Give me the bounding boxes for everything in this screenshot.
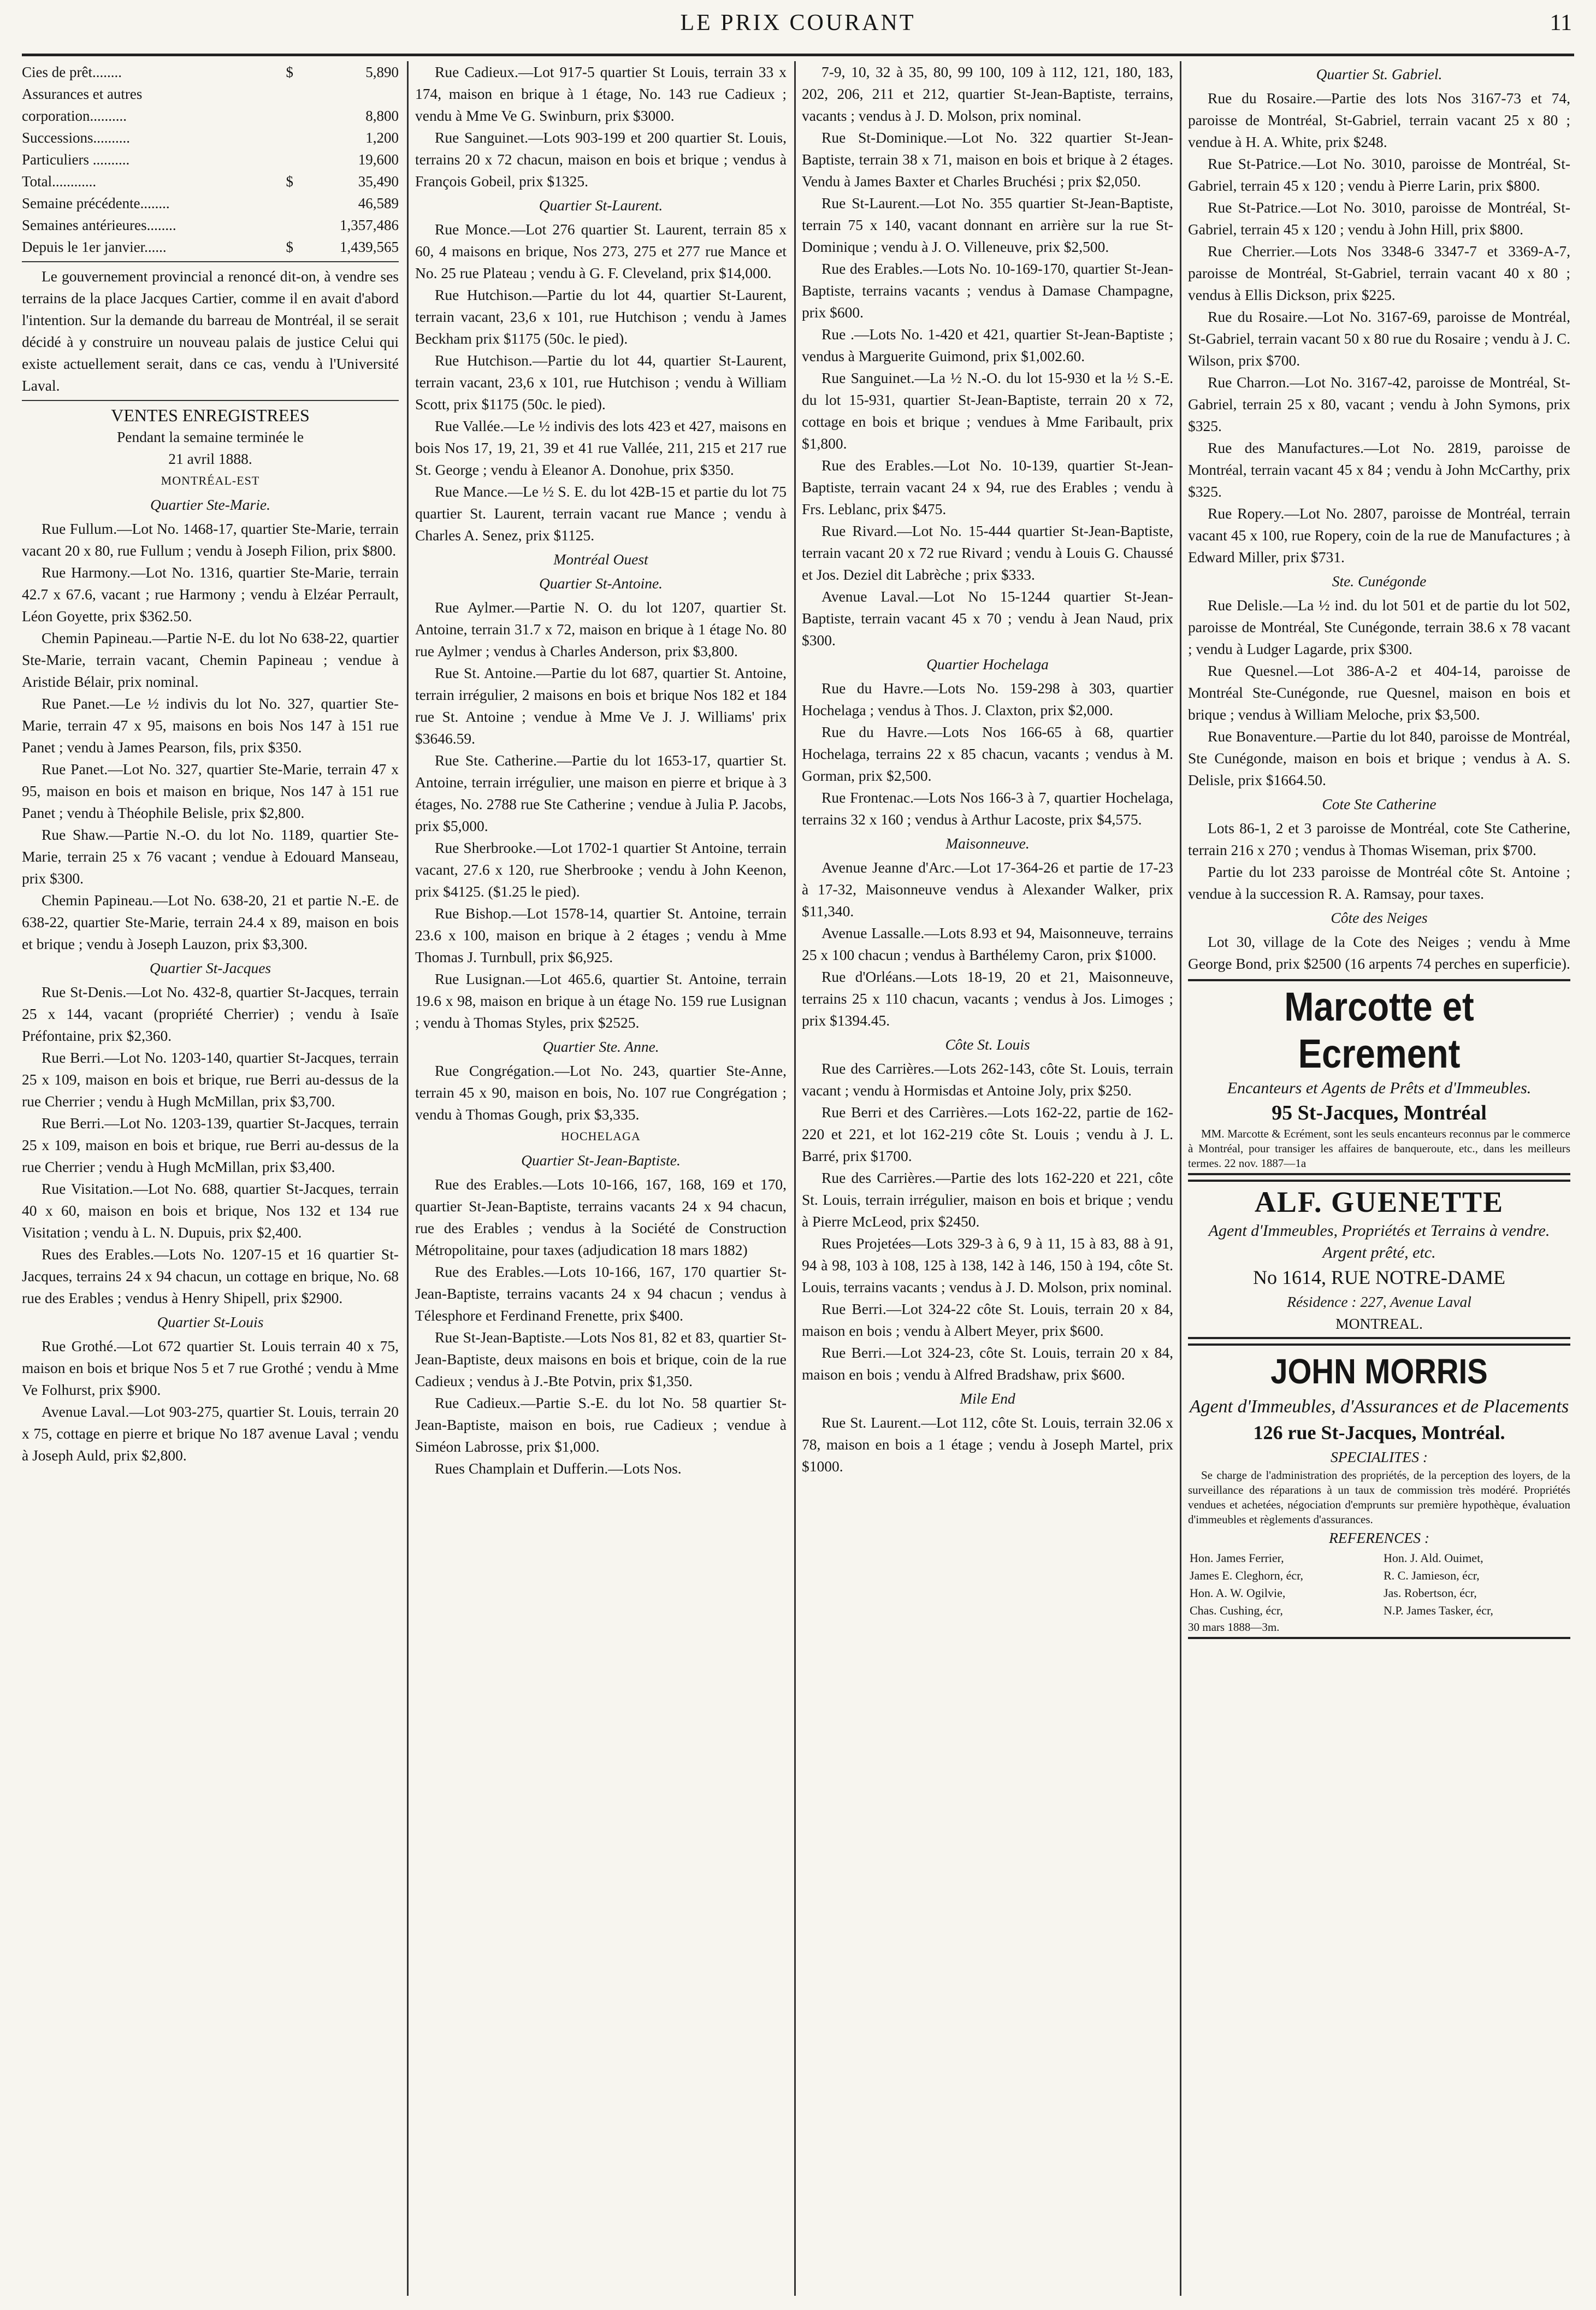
ventes-title: VENTES ENREGISTREES — [111, 405, 310, 425]
ad-tagline: Agent d'Immeubles, Propriétés et Terrains à vendre. Argent prêté, etc. — [1208, 1222, 1550, 1262]
sale-entry: Rue Lusignan.—Lot 465.6, quartier St. Antoine, terrain 19.6 x 98, maison en brique à un étage No. 159 rue Lusignan ; vendu à Thomas Styles, prix $2525. — [415, 970, 787, 1031]
sale-entry: Rue Quesnel.—Lot 386-A-2 et 404-14, paroisse de Montréal Ste-Cunégonde, rue Quesnel, maison en bois et brique ; vendus à William Meloche, prix $3,500. — [1188, 662, 1570, 723]
stats-dollar: $ — [286, 173, 294, 190]
stats-row — [22, 192, 399, 214]
sale-entry: Rue .—Lots No. 1-420 et 421, quartier St-Jean-Baptiste ; vendus à Marguerite Guimond, prix $1,002.60. — [802, 326, 1173, 364]
sale-entry: Rue Panet.—Lot No. 327, quartier Ste-Marie, terrain 47 x 95, maison en bois et maison en brique, Nos 147 à 151 rue Panet ; vendu à Théophile Belisle, prix $2,800. — [22, 761, 399, 821]
ad-references: REFERENCES : — [1328, 1529, 1430, 1546]
reference-name: Hon. A. W. Ogilvie, — [1190, 1586, 1286, 1600]
stats-row — [22, 61, 399, 83]
sale-entry: Rue St-Denis.—Lot No. 432-8, quartier St-Jacques, terrain 25 x 144, vacant (propriété Cherrier) ; vendu à Isaïe Préfontaine, prix $2,360. — [22, 983, 399, 1044]
stats-row — [22, 127, 399, 149]
sale-list — [1188, 931, 1570, 975]
sale-entry: Rue Vallée.—Le ½ indivis des lots 423 et 427, maisons en bois Nos 17, 19, 21, 39 et 41 rue Vallée, 211, 215 et 217 rue St. George ; vendu à Eleanor A. Donohue, prix $350. — [415, 417, 787, 478]
section-heading: Quartier St-Jacques — [149, 959, 271, 976]
stats-dollar — [279, 214, 300, 236]
sale-entry: Rue Fullum.—Lot No. 1468-17, quartier Ste-Marie, terrain vacant 20 x 80, rue Fullum ; vendu à Joseph Filion, prix $800. — [22, 520, 399, 559]
stats-label: Semaines antérieures........ — [22, 217, 176, 233]
sale-entry: Rue Bishop.—Lot 1578-14, quartier St. Antoine, terrain 23.6 x 100, maison en brique à 2 étages ; vendu à Mme Thomas J. Turnbull, prix $6,925. — [415, 905, 787, 965]
sale-entry: Rue du Havre.—Lots No. 159-298 à 303, quartier Hochelaga ; vendus à Thos. J. Claxton, prix $2,000. — [802, 680, 1173, 718]
reference-name: Jas. Robertson, écr, — [1383, 1586, 1477, 1600]
ad-guenette — [1188, 1180, 1570, 1339]
sale-entry: Rue Bonaventure.—Partie du lot 840, paroisse de Montréal, Ste Cunégonde, maison en bois et brique ; vendus à A. S. Delisle, prix $1664.50. — [1188, 728, 1570, 788]
reference-name: N.P. James Tasker, écr, — [1383, 1604, 1493, 1617]
sale-list — [802, 677, 1173, 830]
sale-entry: Rue Frontenac.—Lots Nos 166-3 à 7, quartier Hochelaga, terrains 32 x 160 ; vendus à Arthur Lacoste, prix $4,575. — [802, 789, 1173, 828]
sale-entry: Avenue Laval.—Lot 903-275, quartier St. Louis, terrain 20 x 75, cottage en pierre et brique No 187 avenue Laval ; vendu à Joseph Auld, prix $2,800. — [22, 1403, 399, 1464]
sale-entry: Rue des Erables.—Lot No. 10-139, quartier St-Jean-Baptiste, terrain vacant 24 x 94, rue des Erables ; vendu à Frs. Leblanc, prix $475. — [802, 457, 1173, 517]
sale-entry: Rue Charron.—Lot No. 3167-42, paroisse de Montréal, St-Gabriel, terrain 25 x 80, vacant ; vendu à John Symons, prix $325. — [1188, 374, 1570, 434]
ad-tagline: Encanteurs et Agents de Prêts et d'Immeubles. — [1227, 1079, 1532, 1097]
section-heading: Quartier St-Louis — [157, 1313, 264, 1330]
column-2 — [415, 61, 787, 2301]
section-heading: Mile End — [960, 1390, 1015, 1407]
divider — [22, 261, 399, 262]
sale-list — [415, 597, 787, 1034]
divider — [22, 400, 399, 401]
stats-row — [22, 105, 399, 127]
references-table — [1188, 1549, 1570, 1620]
reference-row — [1189, 1568, 1569, 1584]
section-heading: Quartier Ste-Marie. — [150, 496, 270, 513]
section-heading: HOCHELAGA — [561, 1129, 641, 1143]
sale-list — [802, 1058, 1173, 1386]
sale-entry: Rue St-Patrice.—Lot No. 3010, paroisse de Montréal, St-Gabriel, terrain 45 x 120 ; vendu à John Hill, prix $800. — [1188, 199, 1570, 238]
section-heading: Ste. Cunégonde — [1332, 573, 1427, 590]
ad-address: 126 rue St-Jacques, Montréal. — [1253, 1422, 1505, 1443]
reference-name: R. C. Jamieson, écr, — [1383, 1569, 1480, 1582]
section-heading: Quartier St-Antoine. — [539, 575, 663, 592]
sale-entry: Rue Grothé.—Lot 672 quartier St. Louis terrain 40 x 75, maison en bois et brique Nos 5 et 7 rue Grothé ; vendu à Mme Ve Folhurst, prix $900. — [22, 1337, 399, 1398]
stats-dollar — [279, 105, 300, 127]
sale-entry: Rues des Erables.—Lots No. 1207-15 et 16 quartier St-Jacques, terrains 24 x 94 chacun, un cottage en brique, No. 68 rue des Erables ; vendus à Henry Shipell, prix $2900. — [22, 1246, 399, 1306]
sale-list — [415, 1060, 787, 1125]
stats-amount: 46,589 — [358, 195, 399, 211]
sale-entry: Chemin Papineau.—Lot No. 638-20, 21 et partie N.-E. de 638-22, quartier Ste-Marie, terrain 24.4 x 89, maison en bois et brique ; vendu à Joseph Lauzon, prix $3,300. — [22, 892, 399, 952]
sale-entry: Rue Visitation.—Lot No. 688, quartier St-Jacques, terrain 40 x 60, maison en bois et brique, Nos 132 et 134 rue Visitation ; vendu à L. N. Dupuis, prix $2,400. — [22, 1180, 399, 1241]
sale-entry: Avenue Laval.—Lot No 15-1244 quartier St-Jean-Baptiste, terrain vacant 45 x 70 ; vendu à Jean Naud, prix $300. — [802, 588, 1173, 649]
reference-row — [1189, 1585, 1569, 1601]
stats-amount: 1,200 — [365, 129, 399, 146]
reference-name: Hon. James Ferrier, — [1190, 1551, 1284, 1565]
sale-entry: Rue Berri.—Lot 324-23, côte St. Louis, terrain 20 x 84, maison en bois ; vendu à Alfred Bradshaw, prix $600. — [802, 1344, 1173, 1383]
sale-entry: Rue Sherbrooke.—Lot 1702-1 quartier St Antoine, terrain vacant, 27.6 x 120, rue Sherbrooke ; vendu à John Keenon, prix $4125. ($1.25 le pied). — [415, 839, 787, 900]
sale-entry: Rue Harmony.—Lot No. 1316, quartier Ste-Marie, terrain 42.7 x 67.6, vacant ; rue Harmony ; vendu à Elzéar Perrault, Léon Goyette, prix $362.50. — [22, 564, 399, 624]
ad-text: Se charge de l'administration des propriétés, de la perception des loyers, de la surveillance des réparations à un taux de commission très modéré. Propriétés vendues et achetées, négociation d'emprunts sur première hypothèque, évaluation d'immeubles et règlements d'assurances. — [1188, 1469, 1570, 1526]
column-rule — [794, 61, 796, 2296]
sale-entry: Rue Cherrier.—Lots Nos 3348-6 3347-7 et 3369-A-7, paroisse de Montréal, St-Gabriel, terrain vacant 40 x 80 ; vendus à Ellis Dickson, prix $225. — [1188, 243, 1570, 303]
sale-list — [415, 1174, 787, 1480]
sale-list — [802, 1412, 1173, 1477]
sale-entry: Rue des Manufactures.—Lot No. 2819, paroisse de Montréal, terrain vacant 45 x 84 ; vendu à John McCarthy, prix $325. — [1188, 439, 1570, 500]
stats-dollar: $ — [286, 239, 294, 255]
stats-label: Depuis le 1er janvier...... — [22, 239, 167, 255]
ventes-date: 21 avril 1888. — [168, 450, 252, 467]
section-heading: Côte St. Louis — [945, 1036, 1030, 1053]
stats-label: Semaine précédente........ — [22, 195, 170, 211]
stats-label: corporation.......... — [22, 108, 127, 124]
sale-entry: Rue des Carrières.—Lots 262-143, côte St. Louis, terrain vacant ; vendu à Hormisdas et Antoine Joly, prix $250. — [802, 1060, 1173, 1099]
sale-list — [22, 1335, 399, 1466]
ad-name: ALF. GUENETTE — [1254, 1186, 1504, 1218]
section-heading: Quartier St. Gabriel. — [1316, 66, 1443, 82]
sale-entry: Rues Projetées—Lots 329-3 à 6, 9 à 11, 15 à 83, 88 à 91, 94 à 98, 103 à 108, 125 à 138, 142 à 146, 150 à 194, côte St. Louis, terrains vacants ; vendus à J. D. Molson, prix nominal. — [802, 1235, 1173, 1295]
stats-row — [22, 214, 399, 236]
sale-entry: Rue Berri.—Lot 324-22 côte St. Louis, terrain 20 x 84, maison en bois ; vendu à Albert Meyer, prix $600. — [802, 1300, 1173, 1339]
newspaper-title: LE PRIX COURANT — [680, 10, 916, 36]
sale-entry: Rue Cadieux.—Partie S.-E. du lot No. 58 quartier St-Jean-Baptiste, maison en bois, rue Cadieux ; vendue à Siméon Labrosse, prix $1,000. — [415, 1394, 787, 1455]
stats-label: Successions.......... — [22, 129, 130, 146]
ad-address: No 1614, RUE NOTRE-DAME — [1253, 1266, 1505, 1288]
ad-residence: Résidence : 227, Avenue Laval — [1287, 1293, 1471, 1310]
stats-row — [22, 83, 399, 105]
stats-dollar — [279, 83, 300, 105]
ad-morris — [1188, 1343, 1570, 1639]
column-1 — [22, 61, 399, 2301]
sale-list — [1188, 817, 1570, 905]
stats-amount: 1,439,565 — [340, 239, 399, 255]
stats-dollar — [279, 149, 300, 170]
sale-list — [1188, 594, 1570, 791]
sale-entry: Rue des Erables.—Lots 10-166, 167, 170 quartier St-Jean-Baptiste, terrains vacants 24 x 94 chacun ; vendus à Télesphore et Ferdinand Frenette, prix $400. — [415, 1263, 787, 1324]
ad-date: 30 mars 1888—3m. — [1188, 1620, 1280, 1634]
reference-name: James E. Cleghorn, écr, — [1190, 1569, 1304, 1582]
sale-entry: Avenue Lassalle.—Lots 8.93 et 94, Maisonneuve, terrains 25 x 100 chacun ; vendus à Barthélemy Caron, prix $1000. — [802, 924, 1173, 963]
sale-entry: Rue Delisle.—La ½ ind. du lot 501 et de partie du lot 502, paroisse de Montréal, Ste Cunégonde, terrain 38.6 x 78 vacant ; vendu à Ludger Lagarde, prix $300. — [1188, 597, 1570, 657]
reference-name: Chas. Cushing, écr, — [1190, 1604, 1283, 1617]
column-rule — [1180, 61, 1181, 2296]
stats-amount: 1,357,486 — [340, 217, 399, 233]
ad-marcotte — [1188, 979, 1570, 1175]
sale-entry: Lot 30, village de la Cote des Neiges ; vendu à Mme George Bond, prix $2500 (16 arpents 74 perches en superficie). — [1188, 933, 1570, 972]
sale-list — [22, 518, 399, 955]
section-heading: Maisonneuve. — [945, 835, 1030, 852]
stats-amount: 5,890 — [365, 64, 399, 80]
sale-entry: Rue Congrégation.—Lot No. 243, quartier Ste-Anne, terrain 45 x 90, maison en bois, No. 107 rue Congrégation ; vendu à Thomas Gough, prix $3,335. — [415, 1062, 787, 1123]
sale-entry: Rue du Rosaire.—Partie des lots Nos 3167-73 et 74, paroisse de Montréal, St-Gabriel, terrain vacant 25 x 80 ; vendue à H. A. White, prix $248. — [1188, 90, 1570, 150]
sale-entry: Rue des Carrières.—Partie des lots 162-220 et 221, côte St. Louis, terrain irrégulier, maison en bois et brique ; vendu à Pierre McLeod, prix $2450. — [802, 1169, 1173, 1230]
column-3 — [802, 61, 1173, 2301]
sale-entry: Rue Ste. Catherine.—Partie du lot 1653-17, quartier St. Antoine, terrain irrégulier, une maison en pierre et brique à 3 étages, No. 2788 rue Ste Catherine ; vendue à Julia P. Jacobs, prix $5,000. — [415, 752, 787, 834]
stats-label: Assurances et autres — [22, 86, 143, 102]
ad-tagline: Agent d'Immeubles, d'Assurances et de Placements — [1189, 1396, 1569, 1417]
intro-paragraph: Le gouvernement provincial a renoncé dit-on, à vendre ses terrains de la place Jacques Cartier, comme il en avait d'abord l'intention. Sur la demande du barreau de Montréal, il se serait décidé à y construire un nouveau palais de justice Celui qui existe actuellement serait, dans ce cas, vendu à l'Université Laval. — [22, 268, 399, 394]
section-heading: Côte des Neiges — [1331, 909, 1428, 926]
sale-entry: Avenue Jeanne d'Arc.—Lot 17-364-26 et partie de 17-23 à 17-32, Maisonneuve vendus à Alexander Walker, prix $11,340. — [802, 859, 1173, 920]
stats-dollar — [279, 127, 300, 149]
page-number: 11 — [1550, 10, 1572, 36]
ad-city: MONTREAL. — [1335, 1315, 1423, 1332]
stats-label: Cies de prêt........ — [22, 64, 122, 80]
column-rule — [407, 61, 409, 2296]
sale-entry: Rue St-Jean-Baptiste.—Lots Nos 81, 82 et 83, quartier St-Jean-Baptiste, deux maisons en bois et brique, coin de la rue Cadieux ; vendus à J.-Bte Potvin, prix $1,350. — [415, 1329, 787, 1389]
sale-entry: Rue des Erables.—Lots No. 10-169-170, quartier St-Jean-Baptiste, terrains vacants ; vendus à Damase Champagne, prix $600. — [802, 260, 1173, 321]
stats-row — [22, 236, 399, 258]
ad-text: MM. Marcotte & Ecrément, sont les seuls encanteurs reconnus par le commerce à Montréal, pour transiger les affaires de banqueroute, etc., dans les meilleurs termes. 22 nov. 1887—1a — [1188, 1127, 1570, 1170]
sale-entry: Rue Rivard.—Lot No. 15-444 quartier St-Jean-Baptiste, terrain vacant 20 x 72 rue Rivard ; vendu à Louis G. Chaussé et Jos. Deziel dit Labrèche ; prix $333. — [802, 522, 1173, 583]
sale-entry: Rue Monce.—Lot 276 quartier St. Laurent, terrain 85 x 60, 4 maisons en brique, Nos 273, 275 et 277 rue Mance et No. 25 rue Plateau ; vendu à G. F. Cleveland, prix $14,000. — [415, 221, 787, 281]
stats-table — [22, 61, 399, 258]
sale-entry: Rue St-Laurent.—Lot No. 355 quartier St-Jean-Baptiste, terrain 75 x 140, vacant donnant en arrière sur la rue St-Dominique ; vendu à J. O. Villeneuve, prix $2,500. — [802, 195, 1173, 255]
sale-entry: Rue Sanguinet.—Lots 903-199 et 200 quartier St. Louis, terrains 20 x 72 chacun, maison en bois et brique ; vendus à François Gobeil, prix $1325. — [415, 129, 787, 190]
sale-entry: Rue Panet.—Le ½ indivis du lot No. 327, quartier Ste-Marie, terrain 47 x 95, maisons en bois Nos 147 à 151 rue Panet ; vendu à James Pearson, fils, prix $350. — [22, 695, 399, 756]
column-4 — [1188, 61, 1570, 2301]
sale-entry: Rue St. Laurent.—Lot 112, côte St. Louis, terrain 32.06 x 78, maison en bois a 1 étage ; vendu à Joseph Martel, prix $1000. — [802, 1414, 1173, 1475]
sale-entry: Rue du Havre.—Lots Nos 166-65 à 68, quartier Hochelaga, terrains 22 x 85 chacun, vacants ; vendus à M. Gorman, prix $2,500. — [802, 723, 1173, 784]
stats-amount: 19,600 — [358, 151, 399, 168]
sale-list — [415, 61, 787, 192]
stats-row — [22, 170, 399, 192]
ad-name: JOHN MORRIS — [1270, 1352, 1488, 1391]
stats-label: Particuliers .......... — [22, 151, 130, 168]
sale-entry: Chemin Papineau.—Partie N-E. du lot No 638-22, quartier Ste-Marie, terrain vacant, Chemin Papineau ; vendue à Aristide Bélair, prix nominal. — [22, 629, 399, 690]
sale-entry: Rue Aylmer.—Partie N. O. du lot 1207, quartier St. Antoine, terrain 31.7 x 72, maison en brique à 1 étage No. 80 rue Aylmer ; vendus à Charles Anderson, prix $3,800. — [415, 599, 787, 659]
reference-row — [1189, 1602, 1569, 1619]
sale-entry: 7-9, 10, 32 à 35, 80, 99 100, 109 à 112, 121, 180, 183, 202, 206, 211 et 212, quartier St-Jean-Baptiste, terrains, vacants ; vendus à J. D. Molson, prix nominal. — [802, 63, 1173, 124]
stats-amount — [300, 83, 399, 105]
sale-entry: Rue St-Patrice.—Lot No. 3010, paroisse de Montréal, St-Gabriel, terrain 45 x 120 ; vendu à Pierre Larin, prix $800. — [1188, 155, 1570, 194]
ad-address: 95 St-Jacques, Montréal — [1272, 1101, 1487, 1124]
section-heading: Quartier Ste. Anne. — [542, 1038, 659, 1055]
sale-entry: Lots 86-1, 2 et 3 paroisse de Montréal, cote Ste Catherine, terrain 216 x 270 ; vendus à Thomas Wiseman, prix $700. — [1188, 820, 1570, 858]
stats-label: Total............ — [22, 173, 97, 190]
sale-entry: Rue Berri.—Lot No. 1203-139, quartier St-Jacques, terrain 25 x 109, maison en bois et brique, rue Berri au-dessus de la rue Cherrier ; vendu à Hugh McMillan, prix $3,400. — [22, 1115, 399, 1175]
stats-amount: 35,490 — [358, 173, 399, 190]
sale-list — [802, 857, 1173, 1032]
sale-list — [415, 219, 787, 546]
sale-entry: Rue Mance.—Le ½ S. E. du lot 42B-15 et partie du lot 75 quartier St. Laurent, terrain vacant rue Mance ; vendu à Charles A. Senez, prix $1125. — [415, 483, 787, 544]
ventes-subtitle: Pendant la semaine terminée le — [116, 428, 304, 445]
section-heading: Quartier St-Jean-Baptiste. — [521, 1152, 681, 1169]
ad-name: Marcotte et Ecrement — [1284, 984, 1474, 1076]
section-heading: Quartier St-Laurent. — [539, 197, 663, 214]
stats-dollar: $ — [286, 64, 294, 80]
section-heading: Cote Ste Catherine — [1322, 795, 1437, 812]
sale-entry: Rue du Rosaire.—Lot No. 3167-69, paroisse de Montréal, St-Gabriel, terrain vacant 50 x 80 rue du Rosaire ; vendu à J. C. Wilson, prix $700. — [1188, 308, 1570, 369]
sale-entry: Rues Champlain et Dufferin.—Lots Nos. — [435, 1460, 682, 1477]
sale-entry: Rue Shaw.—Partie N.-O. du lot No. 1189, quartier Ste-Marie, terrain 25 x 76 vacant ; vendue à Edouard Manseau, prix $300. — [22, 826, 399, 887]
stats-amount: 8,800 — [365, 108, 399, 124]
stats-dollar — [279, 192, 300, 214]
reference-row — [1189, 1550, 1569, 1566]
sale-list — [22, 981, 399, 1309]
sale-entry: Rue Hutchison.—Partie du lot 44, quartier St-Laurent, terrain vacant, 23,6 x 101, rue Hutchison ; vendu à James Beckham prix $1175 (50c. le pied). — [415, 286, 787, 347]
sale-entry: Rue Ropery.—Lot No. 2807, paroisse de Montréal, terrain vacant 45 x 100, rue Ropery, coin de la rue de Manufactures ; à Edward Miller, prix $731. — [1188, 505, 1570, 565]
page-header — [22, 4, 1574, 56]
sale-entry: Rue St. Antoine.—Partie du lot 687, quartier St. Antoine, terrain irrégulier, 2 maisons en bois et brique Nos 182 et 184 rue St. Antoine ; vendue à Mme Ve J. J. Williams' prix $3646.59. — [415, 664, 787, 747]
sale-entry: Rue Sanguinet.—La ½ N.-O. du lot 15-930 et la ½ S.-E. du lot 15-931, quartier St-Jean-Baptiste, terrain 20 x 72, cottage en bois et brique ; vendues à Mme Faribault, prix $1,800. — [802, 369, 1173, 452]
sale-entry: Rue St-Dominique.—Lot No. 322 quartier St-Jean-Baptiste, terrain 38 x 71, maison en bois et brique à 2 étages. Vendu à James Baxter et Charles Bruchési ; prix $2,050. — [802, 129, 1173, 190]
sale-entry: Rue Cadieux.—Lot 917-5 quartier St Louis, terrain 33 x 174, maison en brique à 1 étage, No. 143 rue Cadieux ; vendu à Mme Ve G. Swinburn, prix $3000. — [415, 63, 787, 124]
stats-row — [22, 149, 399, 170]
section-heading: Montréal Ouest — [553, 551, 648, 568]
sale-entry: Rue d'Orléans.—Lots 18-19, 20 et 21, Maisonneuve, terrains 25 x 110 chacun, vacants ; vendus à Jos. Limoges ; prix $1394.45. — [802, 968, 1173, 1029]
reference-name: Hon. J. Ald. Ouimet, — [1383, 1551, 1483, 1565]
sale-entry: Rue Hutchison.—Partie du lot 44, quartier St-Laurent, terrain vacant, 23,6 x 101, rue Hutchison ; vendu à William Scott, prix $1175 (50c. le pied). — [415, 352, 787, 412]
sale-entry: Rue des Erables.—Lots 10-166, 167, 168, 169 et 170, quartier St-Jean-Baptiste, terrains vacants 24 x 94 chacun, rue des Erables ; vendus à la Société de Construction Métropolitaine, pour taxes (adjudication 18 mars 1882) — [415, 1176, 787, 1258]
section-heading: MONTRÉAL-EST — [161, 474, 260, 487]
sale-list — [1188, 87, 1570, 568]
sale-entry: Partie du lot 233 paroisse de Montréal côte St. Antoine ; vendue à la succession R. A. Ramsay, pour taxes. — [1188, 863, 1570, 902]
ad-specialites: SPECIALITES : — [1331, 1448, 1428, 1465]
section-heading: Quartier Hochelaga — [926, 656, 1049, 673]
sale-entry: Rue Berri.—Lot No. 1203-140, quartier St-Jacques, terrain 25 x 109, maison en bois et brique, rue Berri au-dessus de la rue Cherrier ; vendu à Hugh McMillan, prix $3,700. — [22, 1049, 399, 1110]
sale-entry: Rue Berri et des Carrières.—Lots 162-22, partie de 162-220 et 221, et lot 162-219 côte St. Louis ; vendu à J. L. Barré, prix $1700. — [802, 1104, 1173, 1164]
sale-list — [802, 61, 1173, 651]
